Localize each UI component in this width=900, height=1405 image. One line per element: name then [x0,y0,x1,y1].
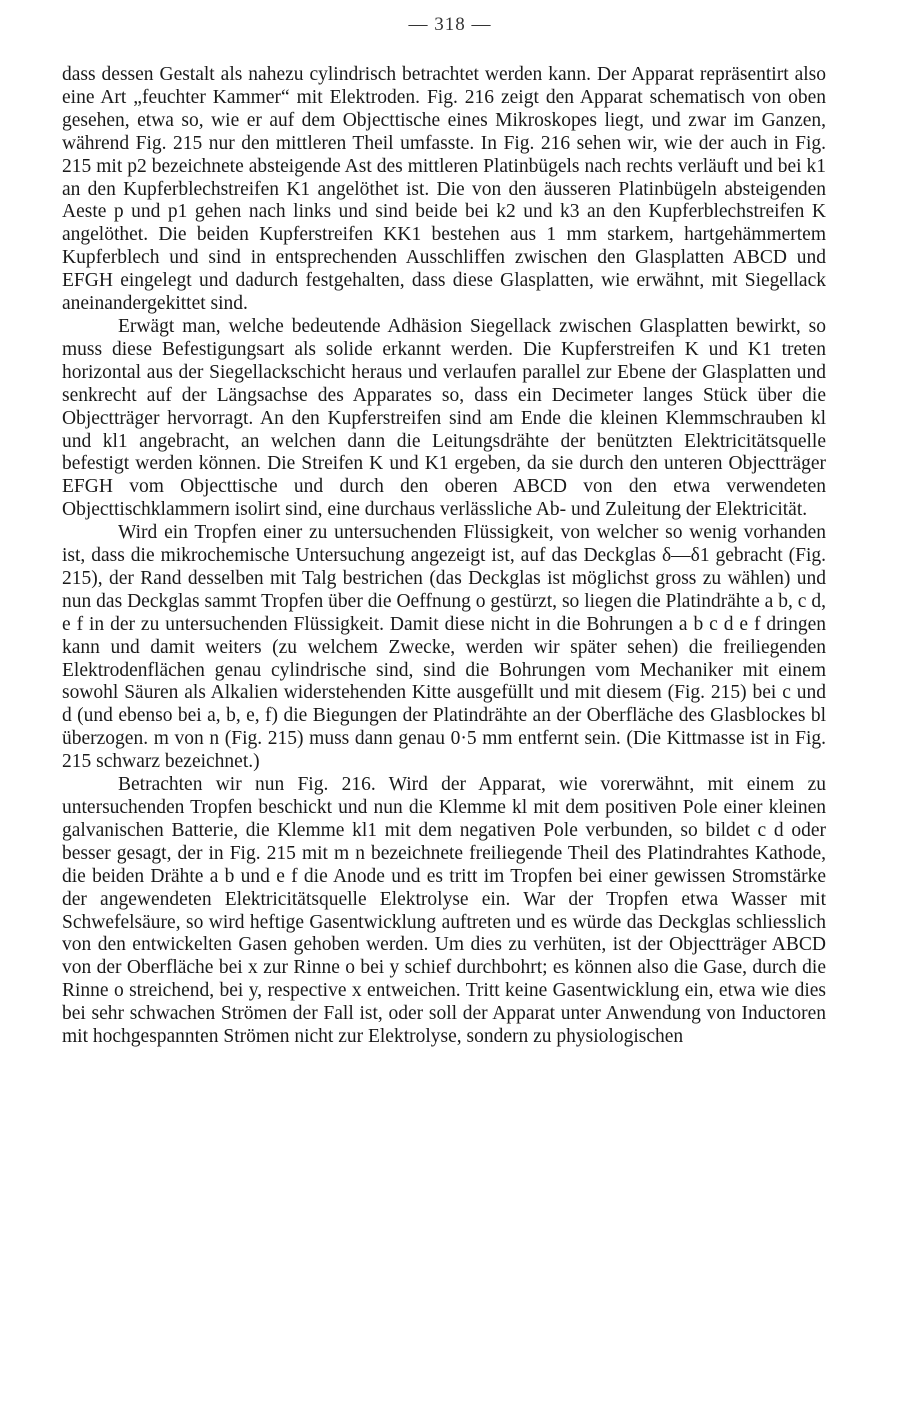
page-number: — 318 — [408,14,492,35]
paragraph-2: Erwägt man, welche bedeutende Adhäsion Siegellack zwischen Glasplatten bewirkt, so muss diese Befestigungsart als solide erkannt werden. Die Kupferstreifen K und K1 treten horizontal aus der Siegellackschicht heraus und verlaufen parallel zur Ebene der Glasplatten und senkrecht auf der Längsachse des Apparates so, dass ein Decimeter langes Stück über die Objectträger hervorragt. An den Kupferstreifen sind am Ende die kleinen Klemmschrauben kl und kl1 angebracht, an welchen dann die Leitungsdrähte der benützten Elektricitätsquelle befestigt werden können. Die Streifen K und K1 ergeben, da sie durch den unteren Objectträger EFGH vom Objecttische und durch den oberen ABCD von den etwa verwendeten Objecttischklammern isolirt sind, eine durchaus verlässliche Ab- und Zuleitung der Elektricität. [62,315,826,521]
paragraph-3: Wird ein Tropfen einer zu untersuchenden Flüssigkeit, von welcher so wenig vorhanden ist, dass die mikrochemische Untersuchung angezeigt ist, auf das Deckglas δ—δ1 gebracht (Fig. 215), der Rand desselben mit Talg bestrichen (das Deckglas ist möglichst gross zu wählen) und nun das Deckglas sammt Tropfen über die Oeffnung o gestürzt, so liegen die Platindrähte a b, c d, e f in der zu untersuchenden Flüssigkeit. Damit diese nicht in die Bohrungen a b c d e f dringen kann und damit weiters (zu welchem Zwecke, werden wir später sehen) die freiliegenden Elektrodenflächen genau cylindrische sind, sind die Bohrungen vom Mechaniker mit einem sowohl Säuren als Alkalien widerstehenden Kitte ausgefüllt und mit diesem (Fig. 215) bei c und d (und ebenso bei a, b, e, f) die Biegungen der Platindrähte an der Oberfläche des Glasblockes bl überzogen. m von n (Fig. 215) muss dann genau 0·5 mm entfernt sein. (Die Kittmasse ist in Fig. 215 schwarz bezeichnet.) [62,522,826,773]
paragraph-1: dass dessen Gestalt als nahezu cylindrisch betrachtet werden kann. Der Apparat repräsentirt also eine Art „feuchter Kammer“ mit Elektroden. Fig. 216 zeigt den Apparat schematisch von oben gesehen, etwa so, wie er auf dem Objecttische eines Mikroskopes liegt, und zwar im Ganzen, während Fig. 215 nur den mittleren Theil umfasste. In Fig. 216 sehen wir, wie der auch in Fig. 215 mit p2 bezeichnete absteigende Ast des mittleren Platinbügels nach rechts verläuft und bei k1 an den Kupferblechstreifen K1 angelöthet ist. Die von den äusseren Platinbügeln absteigenden Aeste p und p1 gehen nach links und sind beide bei k2 und k3 an den Kupferblechstreifen K angelöthet. Die beiden Kupferstreifen KK1 bestehen aus 1 mm starkem, hartgehämmertem Kupferblech und sind in entsprechenden Ausschliffen zwischen den Glasplatten ABCD und EFGH eingelegt und dadurch festgehalten, dass diese Glasplatten, wie erwähnt, mit Siegellack aneinandergekittet sind. [62,64,826,315]
body-text [62,64,826,1049]
paragraph-4: Betrachten wir nun Fig. 216. Wird der Apparat, wie vorerwähnt, mit einem zu untersuchenden Tropfen beschickt und nun die Klemme kl mit dem positiven Pole einer kleinen galvanischen Batterie, die Klemme kl1 mit dem negativen Pole verbunden, so bildet c d oder besser gesagt, der in Fig. 215 mit m n bezeichnete freiliegende Theil des Platindrahtes Kathode, die beiden Drähte a b und e f die Anode und es tritt im Tropfen bei einer gewissen Stromstärke der angewendeten Elektricitätsquelle Elektrolyse ein. War der Tropfen etwa Wasser mit Schwefelsäure, so wird heftige Gasentwicklung auftreten und es würde das Deckglas schliesslich von den entwickelten Gasen gehoben werden. Um dies zu verhüten, ist der Objectträger ABCD von der Oberfläche bei x zur Rinne o bei y schief durchbohrt; es können also die Gase, durch die Rinne o streichend, bei y, respective x entweichen. Tritt keine Gasentwicklung ein, etwa wie dies bei sehr schwachen Strömen der Fall ist, oder soll der Apparat unter Anwendung von Inductoren mit hochgespannten Strömen nicht zur Elektrolyse, sondern zu physiologischen [62,774,826,1048]
